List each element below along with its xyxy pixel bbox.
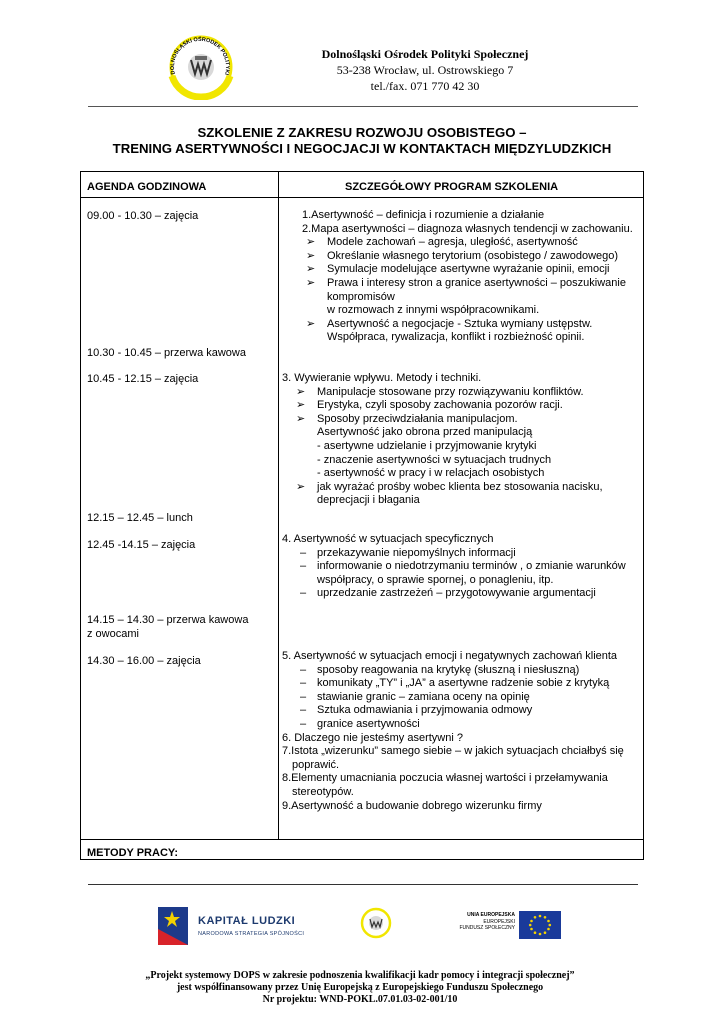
- program-line: – sposoby reagowania na krytykę (słuszną i niesłuszną): [300, 663, 580, 676]
- eu-flag-icon: [519, 911, 561, 939]
- arrow-bullet-icon: ➢: [306, 276, 316, 289]
- agenda-slot-5: 12.45 -14.15 – zajęcia: [87, 539, 196, 551]
- program-line: 1.Asertywność – definicja i rozumienie a działanie: [302, 209, 545, 221]
- program-line: w rozmowach z innymi współpracownikami.: [327, 304, 540, 317]
- organization-name: Dolnośląski Ośrodek Polityki Społecznej: [321, 47, 529, 61]
- methods-row-divider: [81, 839, 643, 840]
- program-line: poprawić.: [292, 758, 340, 771]
- kapital-ludzki-title: KAPITAŁ LUDZKI: [198, 915, 296, 927]
- program-block-1: [292, 209, 633, 345]
- dash-bullet-icon: –: [300, 546, 307, 559]
- organization-address: 53-238 Wrocław, ul. Ostrowskiego 7: [336, 63, 514, 77]
- program-line: - znaczenie asertywności w sytuacjach trudnych: [317, 453, 552, 466]
- program-line: 2.Mapa asertywności – diagnoza własnych tendencji w zachowaniu.: [302, 222, 633, 235]
- title-line-2: TRENING ASERTYWNOŚCI I NEGOCJACJI W KONTAKTACH MIĘDZYLUDZKICH: [112, 141, 612, 156]
- program-table: [80, 171, 644, 860]
- program-line: ➢ jak wyrażać prośby wobec klienta bez stosowania nacisku,: [296, 480, 603, 493]
- program-line: ➢ Sposoby przeciwdziałania manipulacjom.: [296, 412, 518, 425]
- program-line: – uprzedzanie zastrzeżeń – przygotowywanie argumentacji: [300, 587, 596, 600]
- footer-divider: [88, 884, 638, 885]
- kapital-ludzki-subtitle: NARODOWA STRATEGIA SPÓJNOŚCI: [198, 931, 305, 937]
- arrow-bullet-icon: ➢: [306, 249, 316, 262]
- footer-project-info: [100, 970, 620, 1006]
- agenda-slot-3: 10.45 - 12.15 – zajęcia: [87, 373, 199, 385]
- program-line: – informowanie o niedotrzymaniu terminów , o zmianie warunków: [300, 560, 626, 573]
- arrow-bullet-icon: ➢: [296, 412, 306, 425]
- eu-fund-label-2: FUNDUSZ SPOŁECZNY: [459, 925, 515, 931]
- program-line: – stawianie granic – zamiana oceny na opinię: [300, 690, 530, 703]
- program-line: Asertywność jako obrona przed manipulacją: [317, 426, 533, 439]
- column-divider: [278, 172, 279, 839]
- dash-bullet-icon: –: [300, 690, 307, 703]
- arrow-bullet-icon: ➢: [306, 263, 316, 276]
- organization-phone: tel./fax. 071 770 42 30: [370, 79, 480, 93]
- program-line: – przekazywanie niepomyślnych informacji: [300, 546, 516, 559]
- program-line: ➢ Asertywność a negocjacje - Sztuka wymiany ustępstw.: [306, 317, 593, 330]
- program-line: 4. Asertywność w sytuacjach specyficznych: [282, 533, 494, 545]
- kapital-ludzki-emblem-icon: [154, 903, 194, 949]
- header-row-divider: [81, 197, 643, 198]
- program-line: 8.Elementy umacniania poczucia własnej wartości i przełamywania: [282, 772, 608, 785]
- eu-social-fund-logo: [455, 908, 565, 942]
- col-header-program: SZCZEGÓŁOWY PROGRAM SZKOLENIA: [345, 181, 559, 193]
- arrow-bullet-icon: ➢: [306, 317, 316, 330]
- program-line: deprecjacji i błagania: [317, 494, 420, 507]
- methods-label: METODY PRACY:: [87, 847, 179, 859]
- program-line: ➢ Prawa i interesy stron a granice asertywności – poszukiwanie: [306, 276, 626, 289]
- agenda-slot-7: 14.30 – 16.00 – zajęcia: [87, 655, 201, 667]
- arrow-bullet-icon: ➢: [296, 385, 306, 398]
- agenda-slot-1: 09.00 - 10.30 – zajęcia: [87, 210, 199, 222]
- program-line: 3. Wywieranie wpływu. Metody i techniki.: [282, 372, 482, 384]
- footer-line-2: jest współfinansowany przez Unię Europejską z Europejskiego Funduszu Społecznego: [176, 982, 544, 993]
- arrow-bullet-icon: ➢: [296, 399, 306, 412]
- document-title: [80, 125, 644, 157]
- program-line: - asertywne udzielanie i przyjmowanie krytyki: [317, 439, 537, 452]
- program-line: – Sztuka odmawiania i przyjmowania odmowy: [300, 704, 533, 717]
- footer-line-3: Nr projektu: WND-POKL.07.01.03-02-001/10: [262, 994, 458, 1005]
- program-line: Współpraca, rywalizacja, konflikt i rozbieżność opinii.: [327, 331, 585, 344]
- program-line: 9.Asertywność a budowanie dobrego wizerunku firmy: [282, 799, 542, 812]
- svg-text:DOLNOŚLĄSKI OŚRODEK POLITYKI S: DOLNOŚLĄSKI OŚRODEK POLITYKI: [169, 36, 231, 76]
- eu-fund-label-1: EUROPEJSKI: [483, 919, 515, 925]
- footer-line-1: „Projekt systemowy DOPS w zakresie podnoszenia kwalifikacji kadr pomocy i integracji społecznej”: [145, 970, 575, 981]
- dash-bullet-icon: –: [300, 704, 307, 717]
- program-line: kompromisów: [327, 290, 395, 303]
- dash-bullet-icon: –: [300, 560, 307, 573]
- program-block-2: [282, 372, 603, 508]
- program-line: - asertywność w pracy i w relacjach osobistych: [317, 467, 545, 480]
- program-line: stereotypów.: [292, 785, 354, 798]
- program-line: – komunikaty „TY” i „JA” a asertywne radzenie sobie z krytyką: [300, 677, 610, 690]
- dash-bullet-icon: –: [300, 587, 307, 600]
- organization-block: [280, 46, 570, 94]
- col-header-agenda: AGENDA GODZINOWA: [87, 181, 207, 193]
- dops-small-logo: [360, 907, 392, 941]
- eu-label: UNIA EUROPEJSKA: [467, 912, 515, 918]
- agenda-slot-2: 10.30 - 10.45 – przerwa kawowa: [87, 347, 246, 359]
- program-block-3: [282, 533, 626, 601]
- dops-logo: [163, 34, 239, 100]
- header-divider: [88, 106, 638, 107]
- arrow-bullet-icon: ➢: [296, 480, 306, 493]
- program-line: ➢ Erystyka, czyli sposoby zachowania pozorów racji.: [296, 399, 563, 412]
- program-line: – granice asertywności: [300, 717, 420, 730]
- program-line: ➢ Symulacje modelujące asertywne wyrażanie opinii, emocji: [306, 263, 610, 276]
- dash-bullet-icon: –: [300, 717, 307, 730]
- program-line: 5. Asertywność w sytuacjach emocji i negatywnych zachowań klienta: [282, 650, 618, 662]
- dash-bullet-icon: –: [300, 663, 307, 676]
- program-line: 7.Istota „wizerunku” samego siebie – w jakich sytuacjach chciałbyś się: [282, 745, 624, 758]
- program-line: ➢ Manipulacje stosowane przy rozwiązywaniu konfliktów.: [296, 385, 584, 398]
- program-line: współpracy, o sprawie spornej, o ponagleniu, itp.: [317, 573, 554, 586]
- arrow-bullet-icon: ➢: [306, 236, 316, 249]
- dash-bullet-icon: –: [300, 677, 307, 690]
- program-line: ➢ Modele zachowań – agresja, uległość, asertywność: [306, 236, 578, 249]
- title-line-1: SZKOLENIE Z ZAKRESU ROZWOJU OSOBISTEGO –: [197, 125, 527, 140]
- agenda-slot-6: 14.15 – 14.30 – przerwa kawowa: [87, 614, 249, 626]
- program-line: 6. Dlaczego nie jesteśmy asertywni ?: [282, 731, 463, 744]
- agenda-slot-6b: z owocami: [87, 628, 139, 640]
- agenda-slot-4: 12.15 – 12.45 – lunch: [87, 512, 193, 524]
- program-block-4: [282, 650, 624, 813]
- kapital-ludzki-logo: [154, 903, 344, 949]
- program-line: ➢ Określanie własnego terytorium (osobistego / zawodowego): [306, 249, 619, 262]
